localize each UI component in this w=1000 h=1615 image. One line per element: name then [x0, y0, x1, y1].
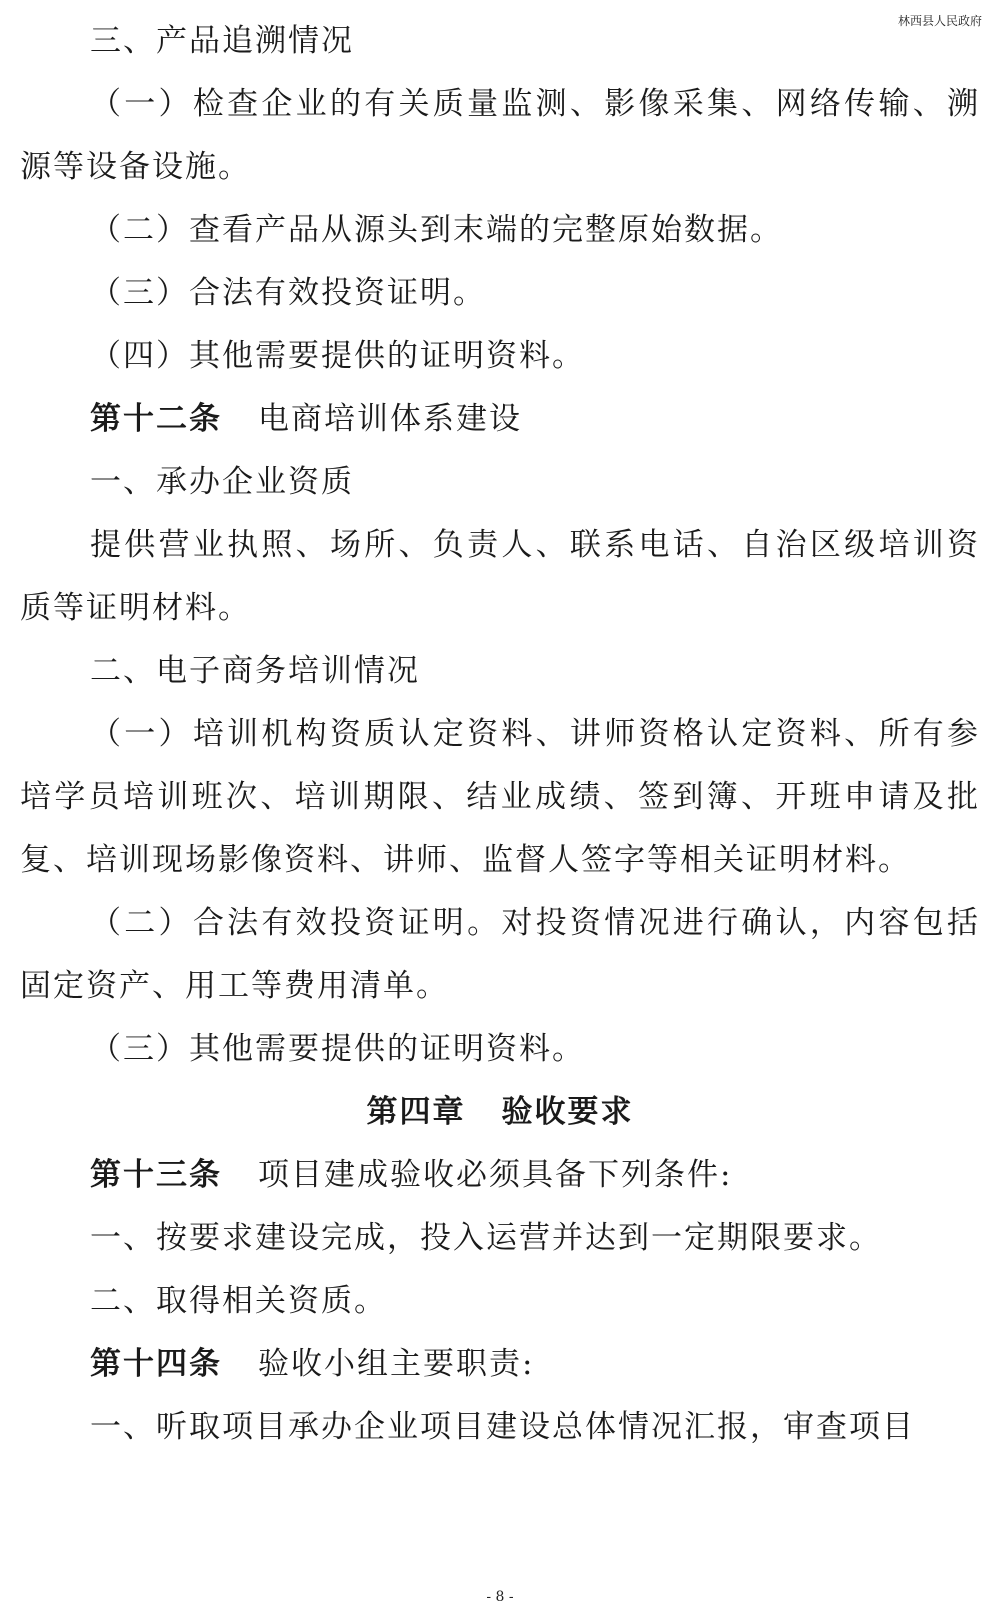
- paragraph: （二）查看产品从源头到末端的完整原始数据。: [90, 212, 783, 248]
- article-14: [20, 1333, 980, 1396]
- section-heading: 二、电子商务培训情况: [90, 653, 420, 689]
- paragraph: （二）合法有效投资证明。对投资情况进行确认，内容包括固定资产、用工等费用清单。: [20, 905, 980, 1004]
- document-body: [20, 10, 980, 1459]
- watermark-text: 林西县人民政府: [897, 14, 982, 28]
- page-number: - 8 -: [486, 1589, 514, 1605]
- article-14-title: 验收小组主要职责:: [258, 1346, 535, 1382]
- article-12-title: 电商培训体系建设: [258, 401, 522, 437]
- paragraph: （三）合法有效投资证明。: [90, 275, 486, 311]
- paragraph: 一、听取项目承办企业项目建设总体情况汇报，审查项目: [90, 1409, 915, 1445]
- article-13: [20, 1144, 980, 1207]
- paragraph: 提供营业执照、场所、负责人、联系电话、自治区级培训资质等证明材料。: [20, 527, 980, 626]
- article-12: [20, 388, 980, 451]
- paragraph: （三）其他需要提供的证明资料。: [90, 1031, 585, 1067]
- chapter-heading: [20, 1081, 980, 1144]
- paragraph: 一、按要求建设完成，投入运营并达到一定期限要求。: [90, 1220, 882, 1256]
- article-12-heading: 第十二条: [90, 401, 222, 437]
- article-13-title: 项目建成验收必须具备下列条件:: [258, 1157, 733, 1193]
- paragraph: （一）培训机构资质认定资料、讲师资格认定资料、所有参培学员培训班次、培训期限、结业成绩、签到簿、开班申请及批复、培训现场影像资料、讲师、监督人签字等相关证明材料。: [20, 716, 980, 878]
- chapter-number-text: 第四章: [366, 1094, 466, 1130]
- paragraph: （一）检查企业的有关质量监测、影像采集、网络传输、溯源等设备设施。: [20, 86, 980, 185]
- chapter-title: 验收要求: [501, 1094, 634, 1130]
- paragraph: （四）其他需要提供的证明资料。: [90, 338, 585, 374]
- article-13-heading: 第十三条: [90, 1157, 222, 1193]
- section-heading: 三、产品追溯情况: [90, 23, 354, 59]
- paragraph: 二、取得相关资质。: [90, 1283, 387, 1319]
- article-14-heading: 第十四条: [90, 1346, 222, 1382]
- section-heading: 一、承办企业资质: [90, 464, 354, 500]
